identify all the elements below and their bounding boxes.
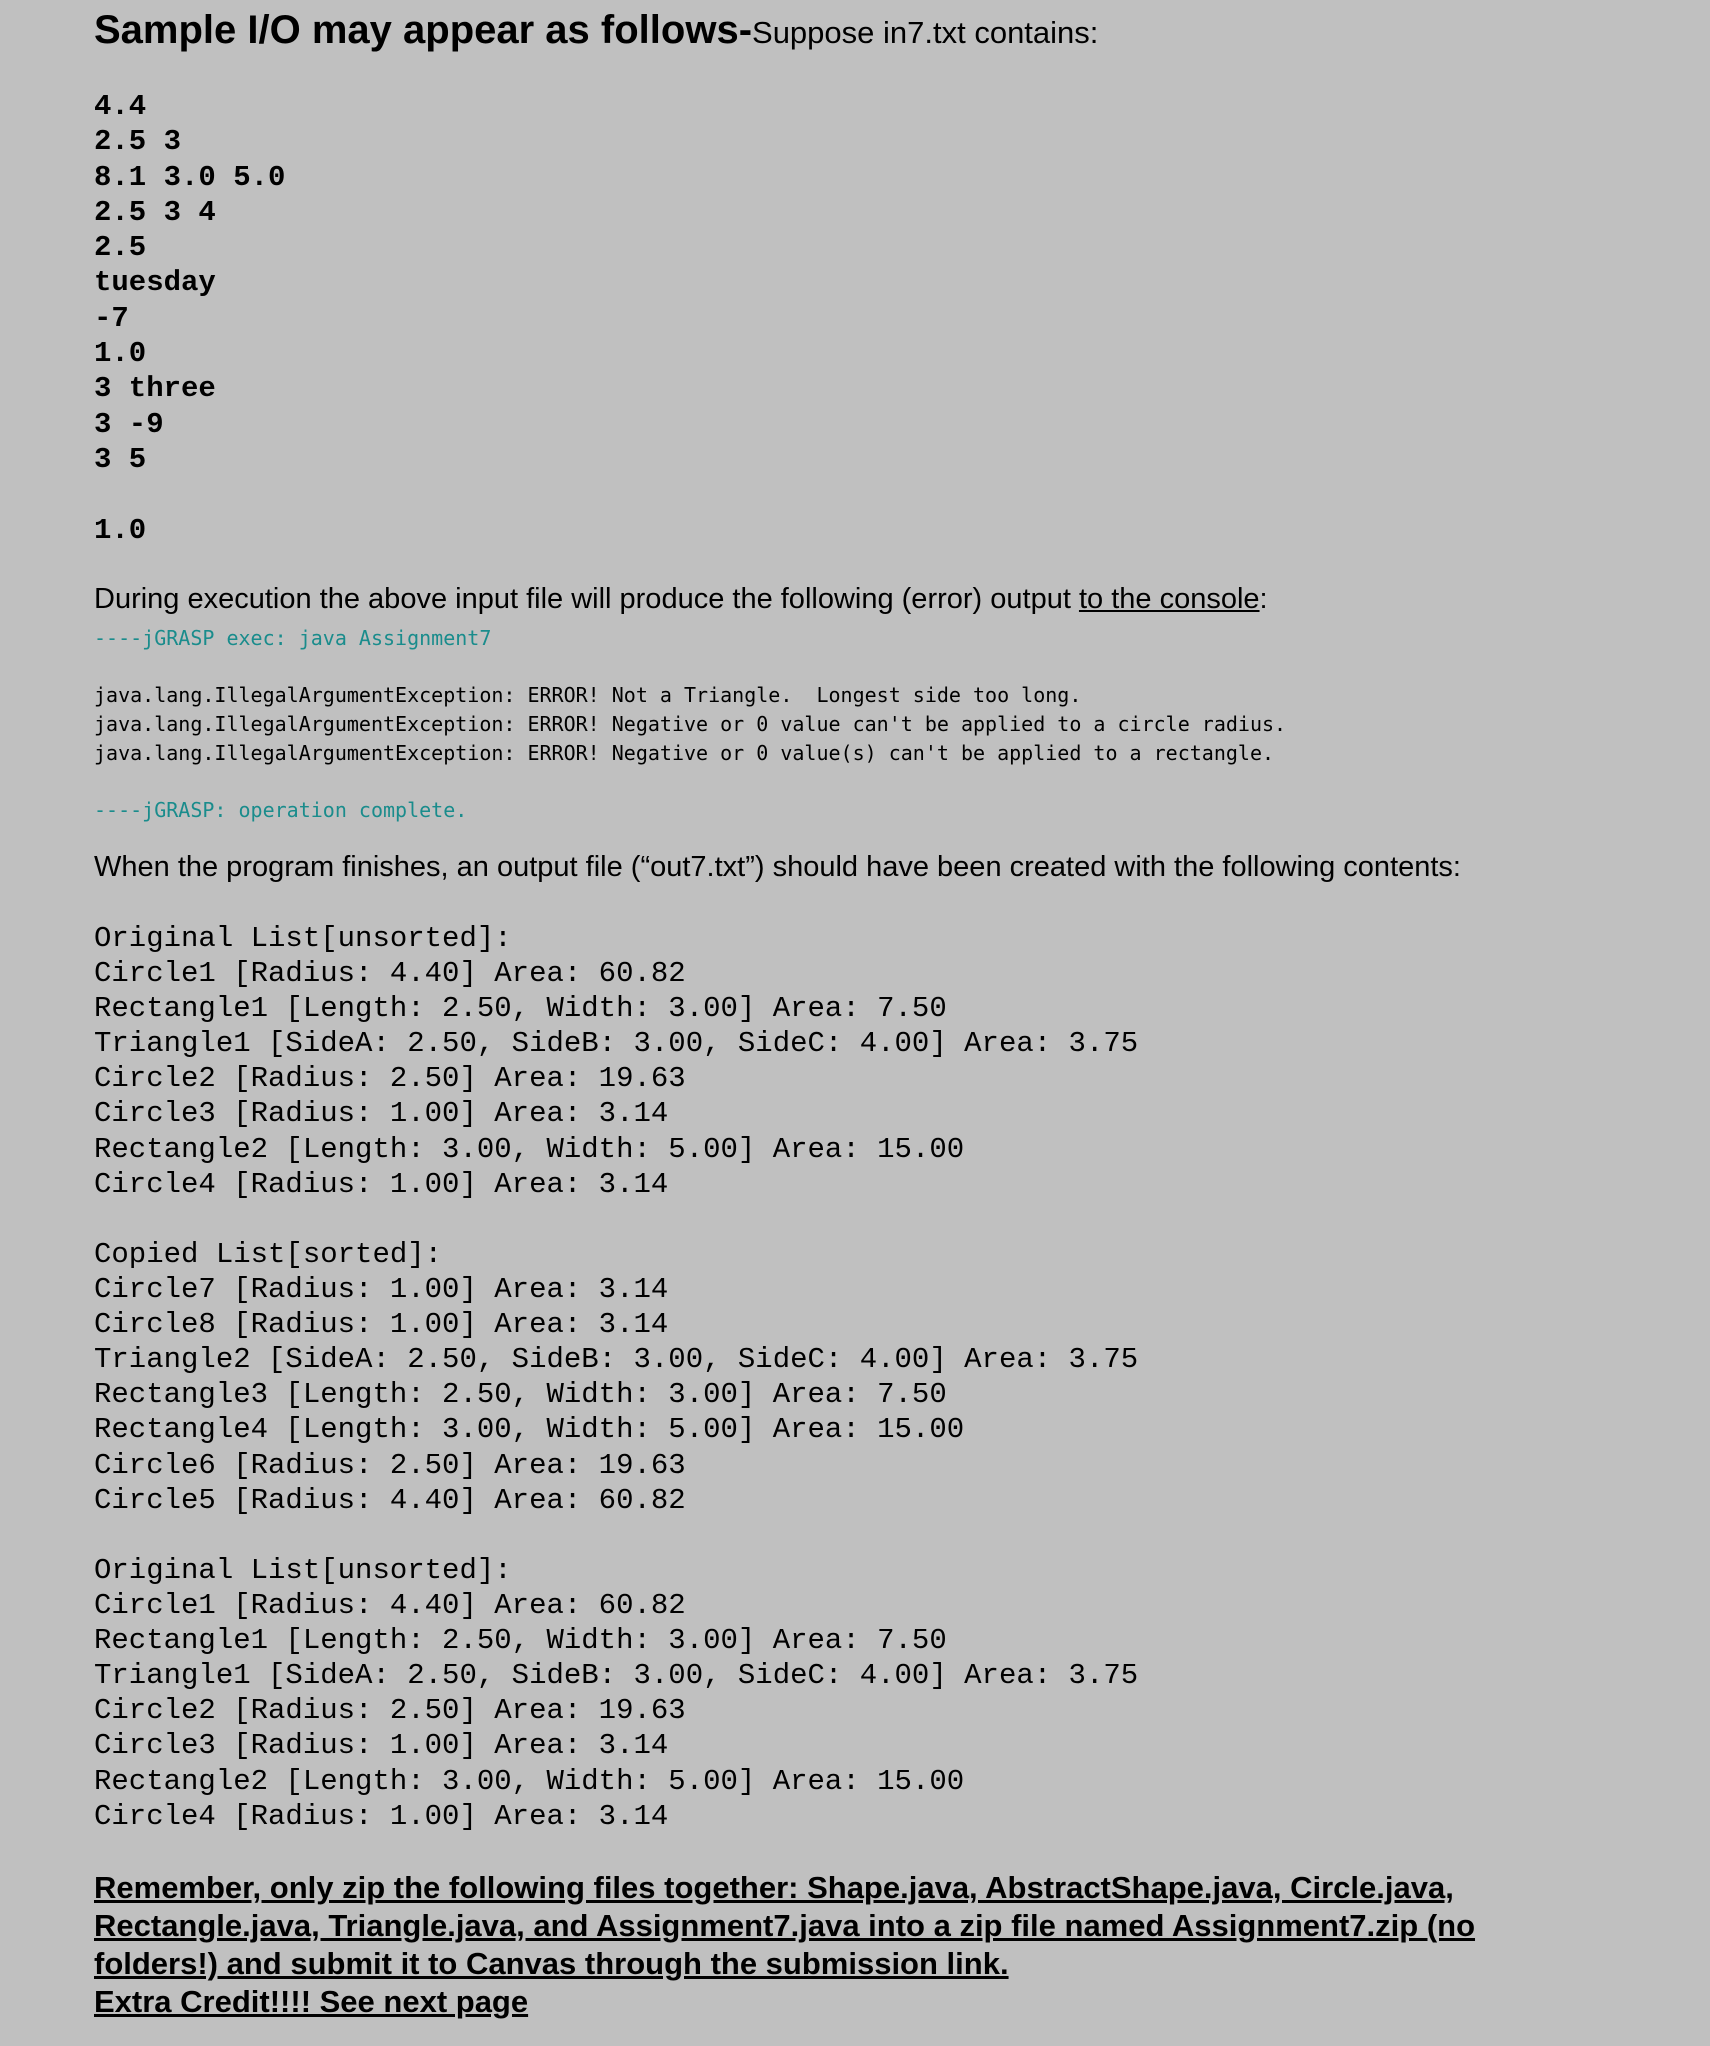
input-file-contents [94, 89, 285, 548]
error-line: java.lang.IllegalArgumentException: ERROR! Negative or 0 value can't be applied to a circle radius. [94, 712, 1287, 737]
input-line: 3 -9 [94, 407, 164, 441]
output-line: Circle3 [Radius: 1.00] Area: 3.14 [94, 1729, 669, 1763]
section-header: Copied List[sorted]: [94, 1238, 443, 1271]
console-blank [94, 653, 1286, 682]
input-line: 4.4 [94, 90, 147, 123]
output-line: Triangle1 [SideA: 2.50, SideB: 3.00, SideC: 4.00] Area: 3.75 [94, 1659, 1139, 1693]
sample-io-heading [94, 8, 1098, 53]
output-line: Circle8 [Radius: 1.00] Area: 3.14 [94, 1308, 669, 1342]
input-line: 2.5 3 [94, 125, 182, 159]
heading-title: Sample I/O may appear as follows- [94, 8, 753, 52]
output-line: Circle4 [Radius: 1.00] Area: 3.14 [94, 1799, 669, 1833]
output-line: Circle5 [Radius: 4.40] Area: 60.82 [94, 1483, 686, 1517]
execution-note-text: During execution the above input file will produce the following (error) output [94, 583, 1079, 615]
input-line [94, 477, 285, 512]
output-section-original [94, 921, 1138, 1202]
instruction-line: folders!) and submit it to Canvas through the submission link. [94, 1946, 1009, 1981]
console-emphasis: to the console [1078, 583, 1260, 615]
output-line: Triangle2 [SideA: 2.50, SideB: 3.00, SideC: 4.00] Area: 3.75 [94, 1343, 1139, 1377]
output-line: Rectangle3 [Length: 2.50, Width: 3.00] Area: 7.50 [94, 1378, 947, 1412]
input-line: 2.5 3 4 [94, 195, 216, 229]
output-line: Rectangle1 [Length: 2.50, Width: 3.00] Area: 7.50 [94, 992, 947, 1026]
input-line: 3 three [94, 372, 216, 406]
console-output [94, 624, 1286, 825]
execution-note-end: : [1259, 583, 1268, 615]
heading-subtitle: Suppose in7.txt contains: [752, 15, 1099, 50]
input-line: tuesday [94, 266, 216, 300]
input-line: -7 [94, 301, 129, 335]
output-line: Rectangle4 [Length: 3.00, Width: 5.00] Area: 15.00 [94, 1413, 965, 1447]
output-line: Rectangle2 [Length: 3.00, Width: 5.00] Area: 15.00 [94, 1764, 965, 1798]
console-blank [94, 767, 1286, 796]
input-line: 2.5 [94, 231, 147, 265]
output-line: Circle2 [Radius: 2.50] Area: 19.63 [94, 1062, 686, 1096]
instruction-line: Rectangle.java, Triangle.java, and Assignment7.java into a zip file named Assignment7.zip (no [94, 1908, 1476, 1943]
output-line: Circle2 [Radius: 2.50] Area: 19.63 [94, 1694, 686, 1728]
extra-credit-line: Extra Credit!!!! See next page [94, 1984, 529, 2019]
output-section-sorted [94, 1237, 1138, 1518]
input-line: 8.1 3.0 5.0 [94, 160, 286, 194]
jgrasp-complete-line: ----jGRASP: operation complete. [94, 798, 468, 823]
output-note: When the program finishes, an output file (“out7.txt”) should have been created with the following contents: [94, 851, 1461, 883]
output-line: Rectangle2 [Length: 3.00, Width: 5.00] Area: 15.00 [94, 1132, 965, 1166]
output-line: Circle7 [Radius: 1.00] Area: 3.14 [94, 1273, 669, 1307]
output-line: Circle4 [Radius: 1.00] Area: 3.14 [94, 1167, 669, 1201]
output-line: Circle6 [Radius: 2.50] Area: 19.63 [94, 1448, 686, 1482]
output-line: Circle1 [Radius: 4.40] Area: 60.82 [94, 1589, 686, 1623]
error-line: java.lang.IllegalArgumentException: ERROR! Not a Triangle. Longest side too long. [94, 683, 1082, 708]
section-header: Original List[unsorted]: [94, 922, 512, 955]
input-line: 1.0 [94, 513, 147, 547]
output-line: Circle3 [Radius: 1.00] Area: 3.14 [94, 1097, 669, 1131]
execution-note [94, 583, 1268, 616]
jgrasp-exec-line: ----jGRASP exec: java Assignment7 [94, 626, 492, 650]
input-line: 3 5 [94, 442, 147, 476]
output-line: Triangle1 [SideA: 2.50, SideB: 3.00, SideC: 4.00] Area: 3.75 [94, 1027, 1139, 1061]
instruction-line: Remember, only zip the following files together: Shape.java, AbstractShape.java, Circle.java, [94, 1870, 1454, 1905]
submission-instructions [94, 1869, 1654, 2021]
input-line: 1.0 [94, 337, 147, 371]
output-line: Rectangle1 [Length: 2.50, Width: 3.00] Area: 7.50 [94, 1624, 947, 1658]
output-line: Circle1 [Radius: 4.40] Area: 60.82 [94, 957, 686, 991]
output-section-original-repeat [94, 1553, 1138, 1834]
error-line: java.lang.IllegalArgumentException: ERROR! Negative or 0 value(s) can't be applied to a rectangle. [94, 740, 1275, 765]
section-header: Original List[unsorted]: [94, 1554, 512, 1587]
